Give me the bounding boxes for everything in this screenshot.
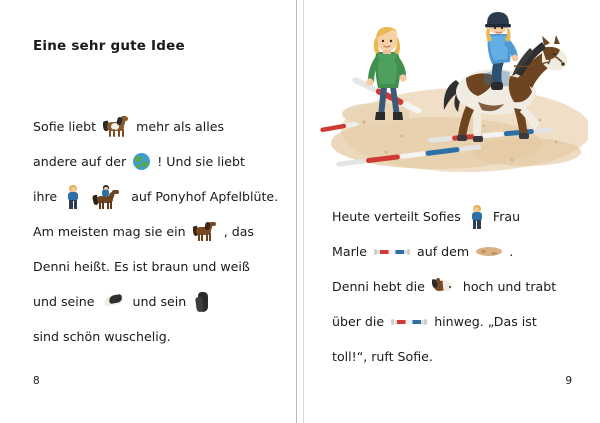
right-page-text xyxy=(332,198,577,373)
line-text: mehr als alles xyxy=(136,119,225,134)
person-icon xyxy=(468,205,486,229)
line-text: Marle xyxy=(332,244,368,259)
line-text: sind schön wuschelig. xyxy=(33,329,171,344)
line-text: Denni hebt die xyxy=(332,279,425,294)
mane-icon xyxy=(102,293,126,311)
two-girls-with-pony-and-poles-illustration xyxy=(316,10,588,178)
person-icon xyxy=(64,185,82,209)
line-text: ! Und sie liebt xyxy=(157,154,245,169)
text-line xyxy=(33,283,273,318)
pole-icon xyxy=(374,247,410,257)
line-text: , das xyxy=(223,224,254,239)
line-text: toll!“, ruft Sofie. xyxy=(332,349,433,364)
text-line xyxy=(33,108,273,143)
text-line xyxy=(332,198,577,233)
text-line xyxy=(33,178,279,213)
text-line xyxy=(33,143,273,178)
line-text: Denni heißt. Es ist braun und weiß xyxy=(33,259,250,274)
text-line xyxy=(332,338,577,373)
text-line xyxy=(332,268,577,303)
chapter-title: Eine sehr gute Idee xyxy=(33,38,185,54)
right-page xyxy=(304,0,600,423)
line-text: und sein xyxy=(132,294,187,309)
book-spine xyxy=(296,0,304,423)
text-line xyxy=(33,248,273,283)
line-text: Am meisten mag sie ein xyxy=(33,224,186,239)
line-text: Heute verteilt Sofies xyxy=(332,209,461,224)
pony-head-icon xyxy=(432,278,456,296)
tail-icon xyxy=(193,291,213,313)
pole-icon xyxy=(391,317,427,327)
text-line xyxy=(33,318,273,353)
left-page xyxy=(0,0,296,423)
left-page-text xyxy=(33,108,279,353)
text-line xyxy=(332,233,577,268)
line-text: hinweg. „Das ist xyxy=(434,314,537,329)
line-text: andere auf der xyxy=(33,154,127,169)
line-text: über die xyxy=(332,314,385,329)
page-number-left: 8 xyxy=(33,375,40,387)
globe-icon xyxy=(133,153,150,170)
arena-icon xyxy=(476,245,502,258)
line-text: auf dem xyxy=(417,244,470,259)
pony-icon xyxy=(193,222,217,242)
line-text: Frau xyxy=(492,209,521,224)
line-text: Sofie liebt xyxy=(33,119,97,134)
line-text: hoch und trabt xyxy=(462,279,557,294)
rider-on-horse-icon xyxy=(92,185,124,209)
line-text: . xyxy=(509,244,514,259)
text-line xyxy=(33,213,273,248)
page-number-right: 9 xyxy=(565,375,572,387)
text-line xyxy=(332,303,577,338)
horse-icon xyxy=(103,116,129,138)
line-text: und seine xyxy=(33,294,95,309)
line-text: auf Ponyhof Apfelblüte. xyxy=(131,189,279,204)
line-text: ihre xyxy=(33,189,58,204)
